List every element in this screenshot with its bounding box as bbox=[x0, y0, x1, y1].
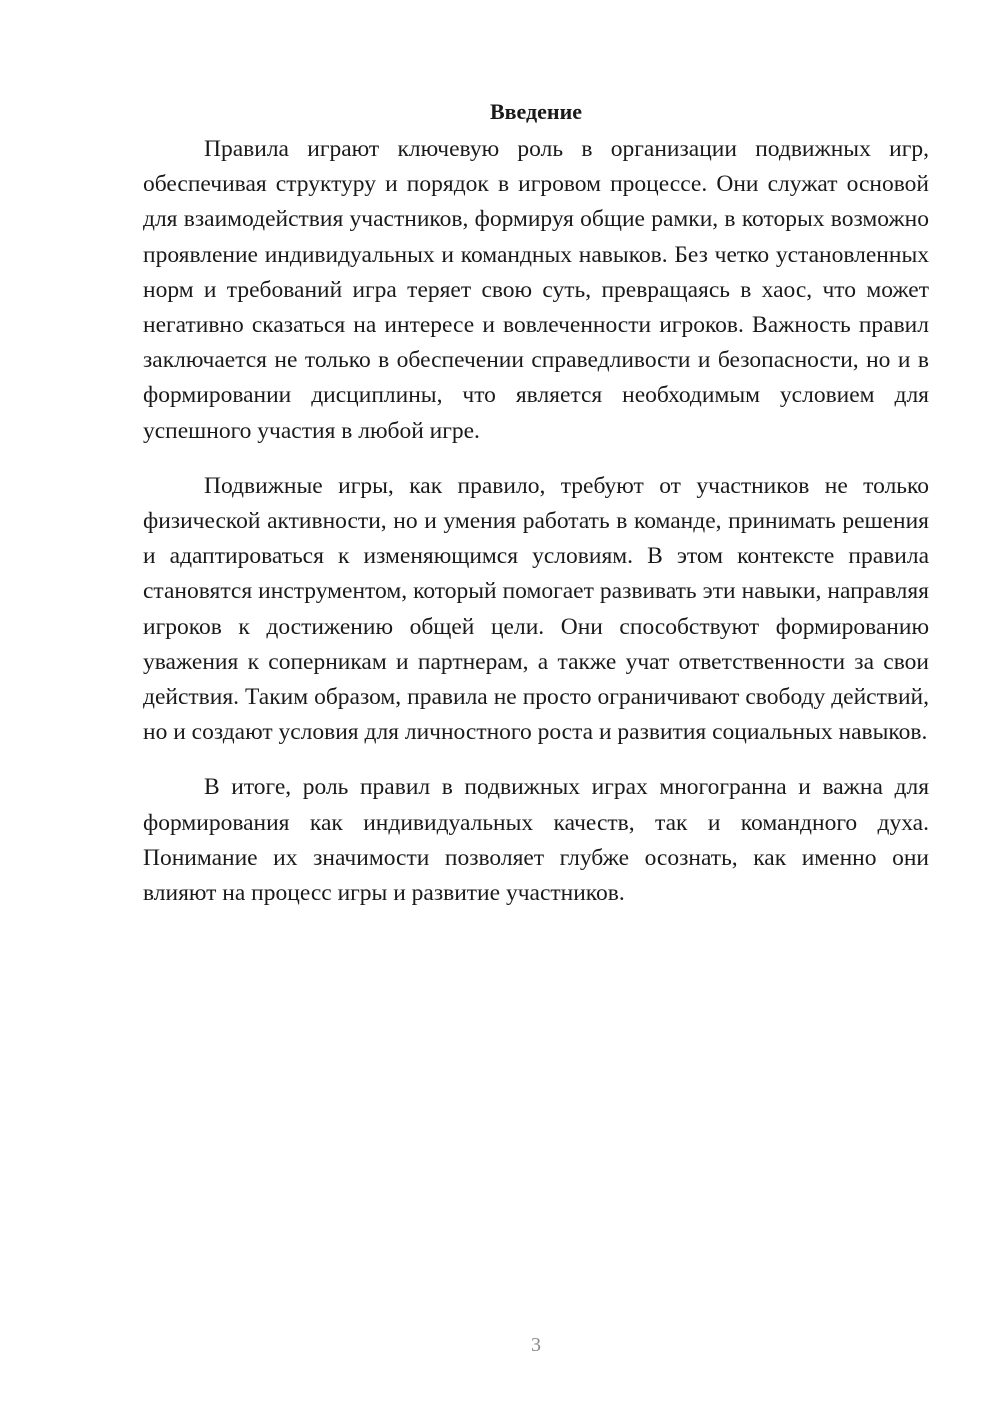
paragraph-1: Правила играют ключевую роль в организации подвижных игр, обеспечивая структуру и порядок в игровом процессе. Они служат основой для взаимодействия участников, формируя общие рамки, в которых возможно проявление индивидуальных и командных навыков. Без четко установленных норм и требований игра теряет свою суть, превращаясь в хаос, что может негативно сказаться на интересе и вовлеченности игроков. Важность правил заключается не только в обеспечении справедливости и безопасности, но и в формировании дисциплины, что является необходимым условием для успешного участия в любой игре. bbox=[143, 136, 929, 444]
page-number: 3 bbox=[531, 1334, 541, 1356]
section-title: Введение bbox=[489, 99, 583, 124]
paragraph-3: В итоге, роль правил в подвижных играх многогранна и важна для формирования как индивидуальных качеств, так и командного духа. Понимание их значимости позволяет глубже осознать, как именно они влияют на процесс игры и развитие участников. bbox=[143, 774, 929, 907]
document-body bbox=[143, 96, 929, 931]
paragraph-2: Подвижные игры, как правило, требуют от участников не только физической активности, но и умения работать в команде, принимать решения и адаптироваться к изменяющимся условиям. В этом контексте правила становятся инструментом, который помогает развивать эти навыки, направляя игроков к достижению общей цели. Они способствуют формированию уважения к соперникам и партнерам, а также учат ответственности за свои действия. Таким образом, правила не просто ограничивают свободу действий, но и создают условия для личностного роста и развития социальных навыков. bbox=[143, 472, 929, 746]
